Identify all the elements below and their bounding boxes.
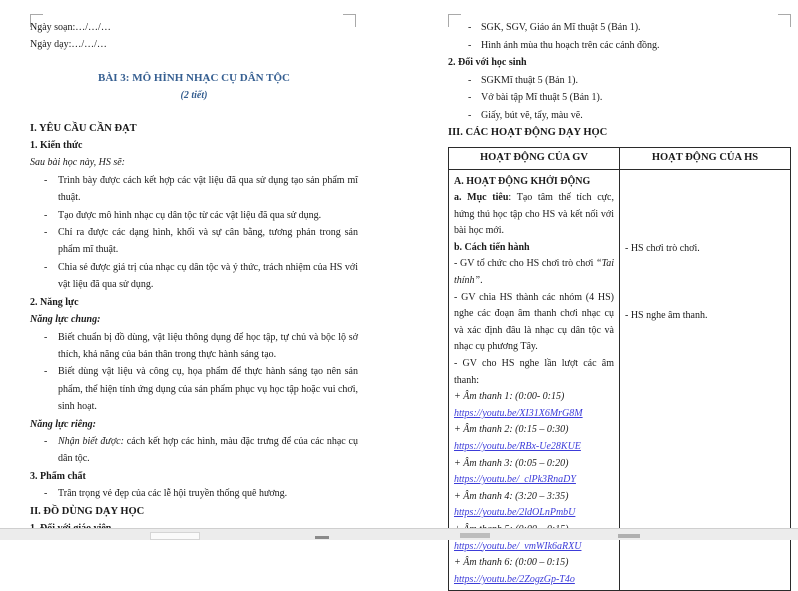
gv-step-1 xyxy=(454,256,614,289)
bullet-text: Chỉ ra được các dạng hình, khối và sự cân bằng, tương phản trong sản phẩm mĩ thuật. xyxy=(58,227,358,255)
bullet-lead-italic: Nhận biết được: xyxy=(58,436,124,447)
knowledge-lead: Sau bài học này, HS sẽ: xyxy=(30,154,358,171)
subheading-knowledge: 1. Kiến thức xyxy=(30,137,358,154)
date-taught-line: Ngày dạy:…/…/… xyxy=(30,36,358,53)
bullet-text: Giấy, bút vẽ, tẩy, màu vẽ. xyxy=(481,110,583,121)
hyperlink-sound-1[interactable]: https://youtu.be/XI31X6MrG8M xyxy=(454,406,614,423)
page-2-content xyxy=(448,19,791,591)
section-heading-teaching-aids: II. ĐỒ DÙNG DẠY HỌC xyxy=(30,503,358,520)
column-header-teacher-activities: HOẠT ĐỘNG CỦA GV xyxy=(449,147,620,169)
knowledge-bullet xyxy=(30,207,358,224)
hyperlink-sound-2[interactable]: https://youtu.be/RBx-Ue28KUE xyxy=(454,439,614,456)
hyperlink-sound-6[interactable]: https://youtu.be/2ZogzGp-T4o xyxy=(454,572,614,589)
subheading-competence: 2. Năng lực xyxy=(30,294,358,311)
hyperlink-sound-5[interactable]: https://youtu.be/_vmWIk6aRXU xyxy=(454,539,614,556)
lesson-title: BÀI 3: MÔ HÌNH NHẠC CỤ DÂN TỘC xyxy=(30,70,358,87)
objective-label: a. Mục tiêu xyxy=(454,192,508,203)
date-prepared-line: Ngày soạn:…/…/… xyxy=(30,19,358,36)
bullet-text: SGKMĩ thuật 5 (Bản 1). xyxy=(481,75,578,86)
app-bottom-strip xyxy=(0,528,798,540)
objective-line xyxy=(454,190,614,240)
quality-bullet xyxy=(30,485,358,502)
section-heading-activities: III. CÁC HOẠT ĐỘNG DẠY HỌC xyxy=(448,124,791,142)
lesson-duration: (2 tiết) xyxy=(30,87,358,104)
subheading-specific-competence: Năng lực riêng: xyxy=(30,416,358,433)
bullet-text: Hình ảnh mùa thu hoạch trên các cánh đồng. xyxy=(481,40,660,51)
knowledge-bullet xyxy=(30,259,358,294)
bullet-text: SGK, SGV, Giáo án Mĩ thuật 5 (Bản 1). xyxy=(481,22,641,33)
bottom-strip-item xyxy=(460,533,490,538)
teacher-aid-bullet xyxy=(448,37,791,55)
page-1-content xyxy=(30,19,358,537)
sound-label-4: + Âm thanh 4: (3:20 – 3:35) xyxy=(454,489,614,506)
sound-label-6: + Âm thanh 6: (0:00 – 0:15) xyxy=(454,555,614,572)
gv-step-1-text: - GV tổ chức cho HS chơi trò chơi xyxy=(454,258,596,269)
student-aid-bullet xyxy=(448,107,791,125)
bottom-strip-item xyxy=(618,534,640,538)
specific-competence-bullet xyxy=(30,433,358,468)
general-competence-bullet xyxy=(30,363,358,415)
hyperlink-sound-4[interactable]: https://youtu.be/2ldOLnPmbU xyxy=(454,505,614,522)
subheading-for-student: 2. Đối với học sinh xyxy=(448,54,791,72)
game-name: “Tai thính” xyxy=(454,258,614,286)
gv-step-1-period: . xyxy=(480,275,483,286)
sound-label-2: + Âm thanh 2: (0:15 – 0:30) xyxy=(454,422,614,439)
table-header-row xyxy=(449,147,791,169)
gv-step-3: - GV cho HS nghe lần lượt các âm thanh: xyxy=(454,356,614,389)
section-heading-requirements: I. YÊU CẦU CẦN ĐẠT xyxy=(30,120,358,137)
column-header-student-activities: HOẠT ĐỘNG CỦA HS xyxy=(620,147,791,169)
bullet-text: Biết dùng vật liệu và công cụ, họa phẩm để thực hành sáng tạo nên sản phẩm, thể hiện tính ứng dụng của sản phẩm phục vụ học tập hoặc vui chơi, sinh hoạt. xyxy=(58,366,358,412)
bullet-text: Tạo được mô hình nhạc cụ dân tộc từ các vật liệu đã qua sử dụng. xyxy=(58,210,321,221)
gv-step-2: - GV chia HS thành các nhóm (4 HS) nghe các đoạn âm thanh chơi nhạc cụ và xác định đâu là nhạc cụ dân tộc và nhạc cụ phương Tây. xyxy=(454,290,614,356)
bullet-text: Biết chuẩn bị đồ dùng, vật liệu thông dụng để học tập, tự chủ và bộc lộ sở thích, khả năng của bản thân trong thực hành sáng tạo. xyxy=(58,332,358,360)
teacher-aid-bullet xyxy=(448,19,791,37)
student-aid-bullet xyxy=(448,89,791,107)
activities-table xyxy=(448,147,791,591)
hyperlink-sound-3[interactable]: https://youtu.be/_clPk3RnaDY xyxy=(454,472,614,489)
sound-label-3: + Âm thanh 3: (0:05 – 0:20) xyxy=(454,456,614,473)
procedure-heading: b. Cách tiến hành xyxy=(454,240,614,257)
knowledge-bullet xyxy=(30,172,358,207)
bullet-text: Trân trọng vẻ đẹp của các lễ hội truyền thống quê hương. xyxy=(58,488,287,499)
bullet-text: cách kết hợp các hình, màu đặc trưng để của các nhạc cụ dân tộc. xyxy=(58,436,358,464)
bullet-text: Chia sẻ được giá trị của nhạc cụ dân tộc và ý thức, trách nhiệm của HS với vật liệu đã qua sử dụng. xyxy=(58,262,358,290)
subheading-general-competence: Năng lực chung: xyxy=(30,311,358,328)
objective-text: : Tạo tâm thế tích cực, hứng thú học tập cho HS và kết nối với bài học mới. xyxy=(454,192,614,236)
bullet-text: Vở bài tập Mĩ thuật 5 (Bản 1). xyxy=(481,92,602,103)
bullet-text: Trình bày được cách kết hợp các vật liệu đã qua sử dụng tạo sản phẩm mĩ thuật. xyxy=(58,175,358,203)
knowledge-bullet xyxy=(30,224,358,259)
student-aid-bullet xyxy=(448,72,791,90)
sound-label-1: + Âm thanh 1: (0:00- 0:15) xyxy=(454,389,614,406)
general-competence-bullet xyxy=(30,329,358,364)
hs-note-listen-sound: - HS nghe âm thanh. xyxy=(625,308,708,325)
subheading-quality: 3. Phẩm chất xyxy=(30,468,358,485)
activity-a-heading: A. HOẠT ĐỘNG KHỞI ĐỘNG xyxy=(454,174,614,191)
hs-note-play-game: - HS chơi trò chơi. xyxy=(625,241,700,258)
